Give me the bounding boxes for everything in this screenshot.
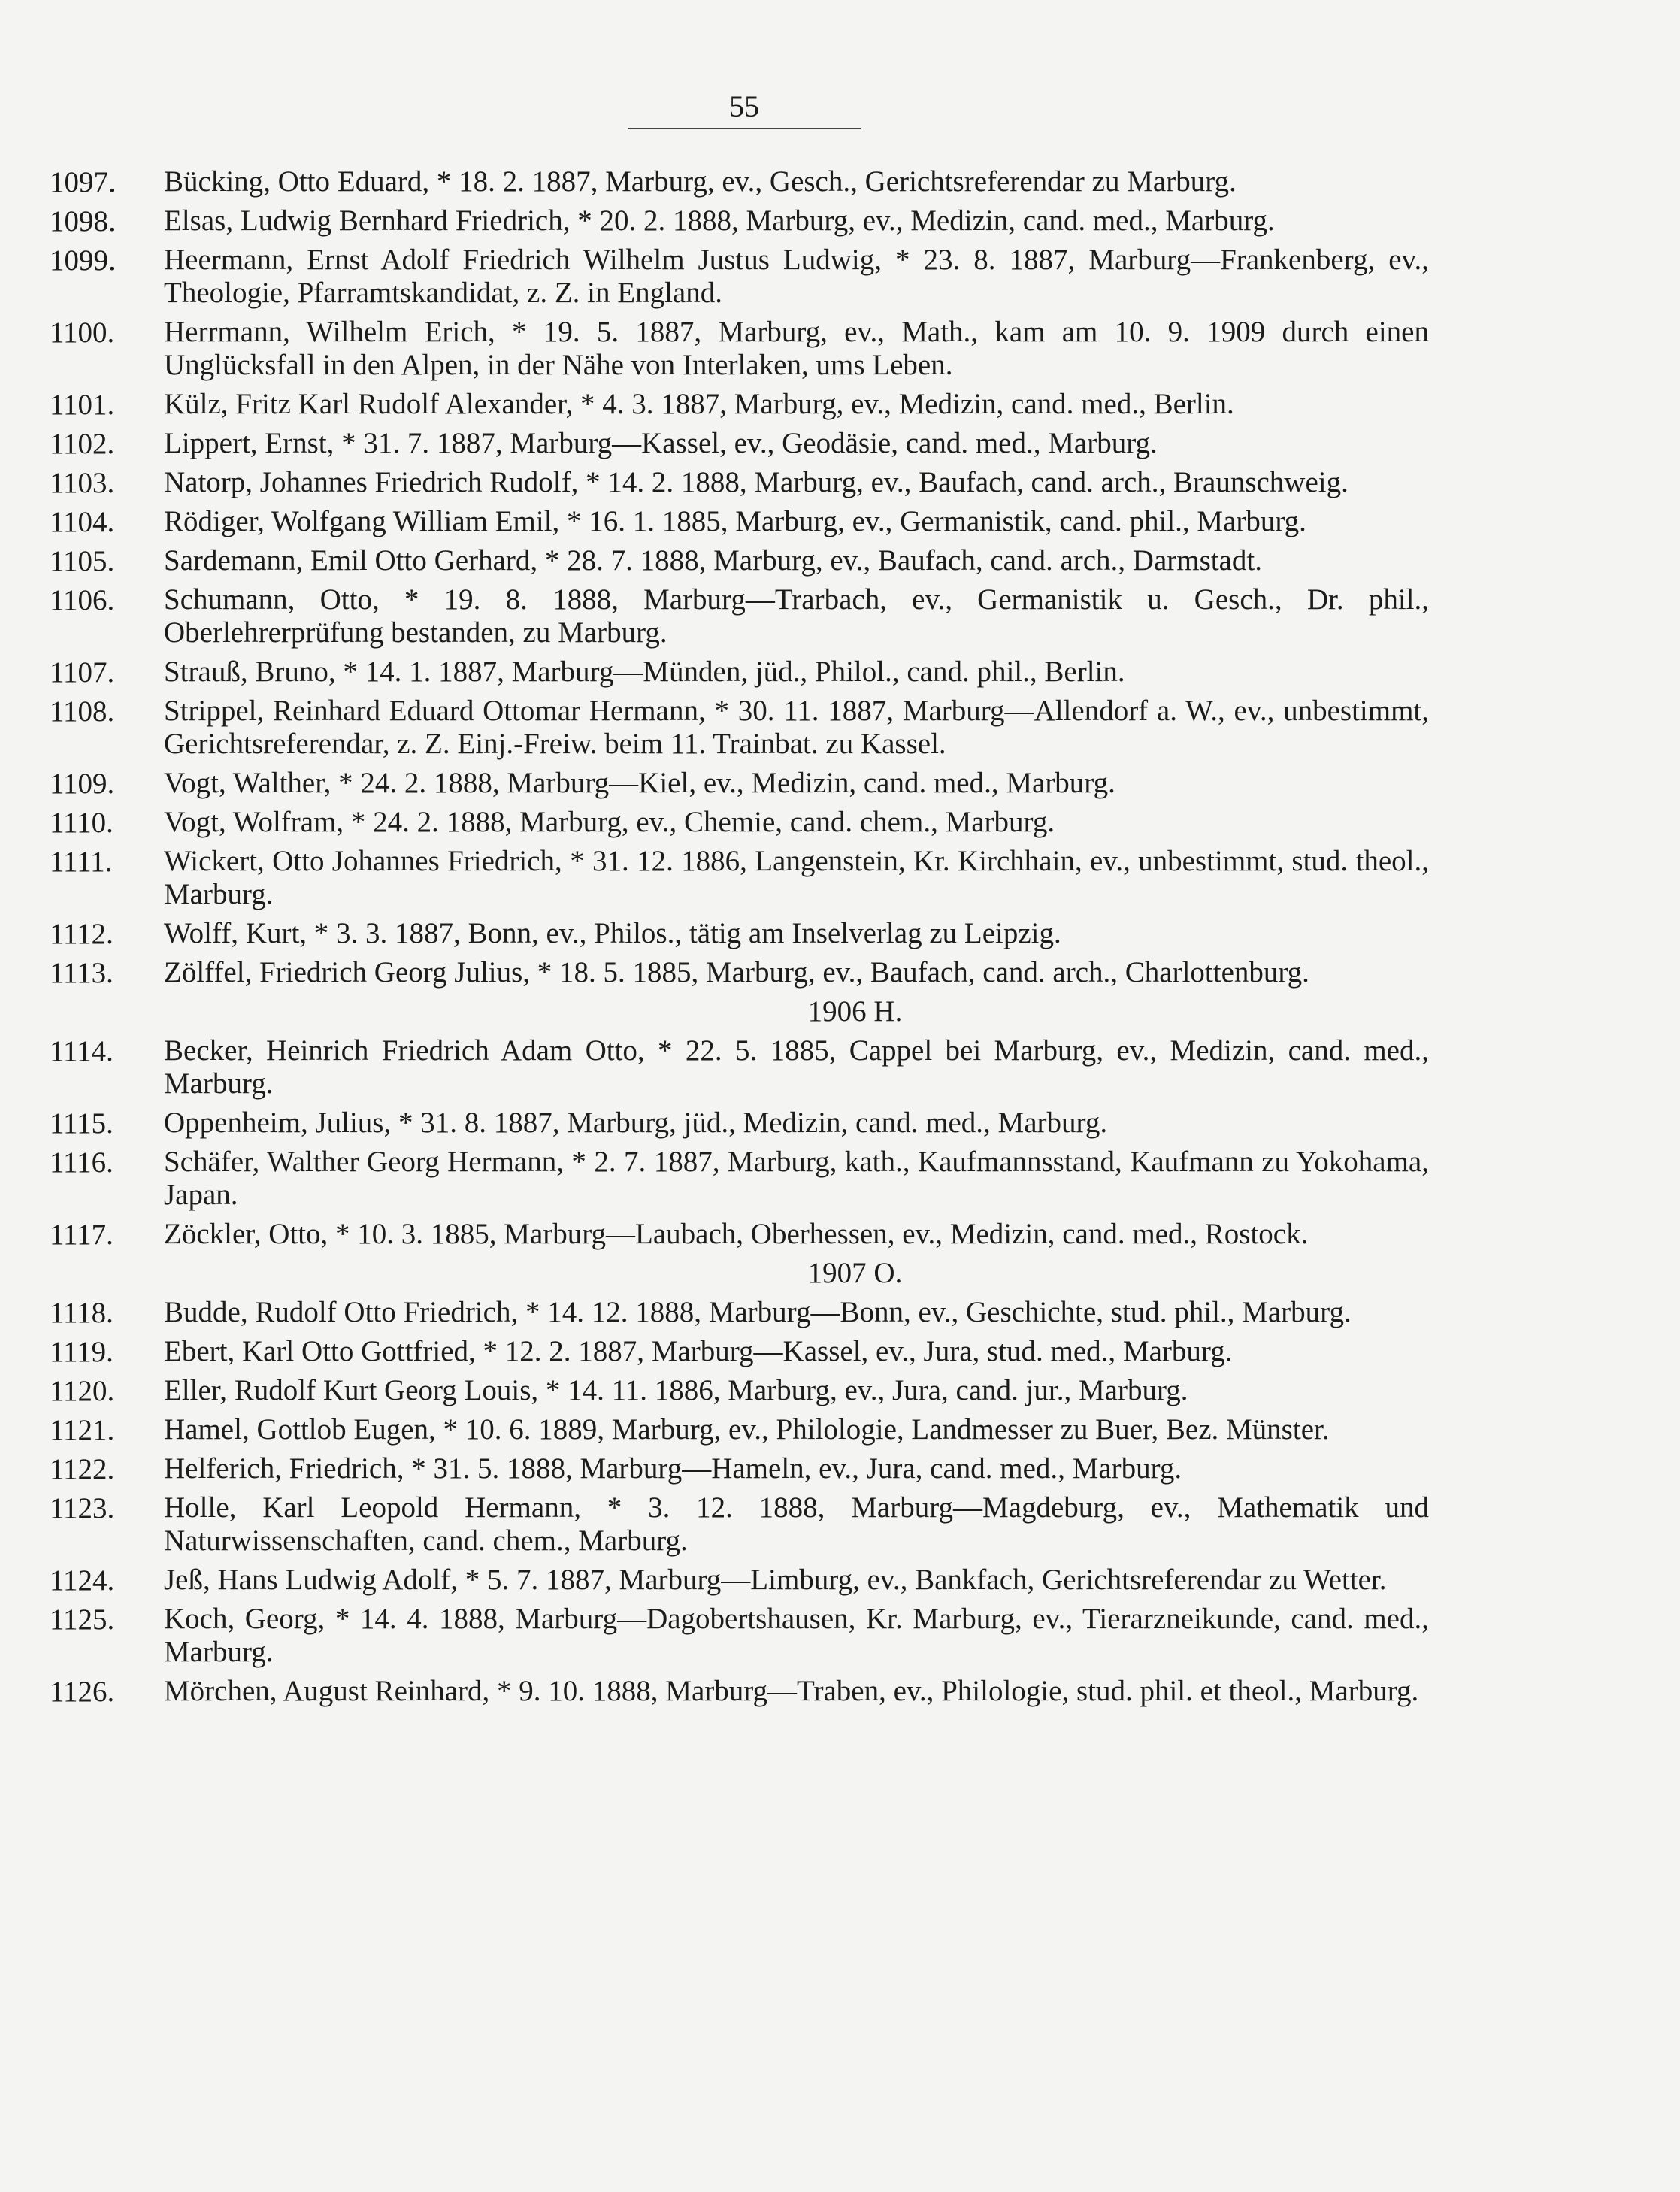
entry-text: Herrmann, Wilhelm Erich, * 19. 5. 1887, Marburg, ev., Math., kam am 10. 9. 1909 durch einen Unglücksfall in den Alpen, in der Nähe von Interlaken, ums Leben. — [164, 316, 1429, 381]
entry-number: 1126. — [50, 1676, 115, 1708]
entry-number: 1123. — [50, 1492, 115, 1524]
header-rule — [628, 128, 861, 129]
entry-number: 1105. — [50, 545, 115, 577]
entry-text: Sardemann, Emil Otto Gerhard, * 28. 7. 1888, Marburg, ev., Baufach, cand. arch., Darmstadt. — [164, 544, 1263, 577]
register-entry — [0, 1675, 1680, 1708]
register-entry — [0, 1034, 1680, 1101]
register-entry — [0, 845, 1680, 911]
register-entry — [0, 1146, 1680, 1212]
entry-text: Heermann, Ernst Adolf Friedrich Wilhelm Justus Ludwig, * 23. 8. 1887, Marburg—Frankenberg, ev., Theologie, Pfarramtskandidat, z. Z. in England. — [164, 244, 1429, 309]
entry-number: 1115. — [50, 1107, 114, 1140]
entry-number: 1110. — [50, 807, 114, 839]
entry-number: 1100. — [50, 316, 115, 349]
entry-text: Schäfer, Walther Georg Hermann, * 2. 7. 1887, Marburg, kath., Kaufmannsstand, Kaufmann zu Yokohama, Japan. — [164, 1146, 1429, 1211]
entry-text: Hamel, Gottlob Eugen, * 10. 6. 1889, Marburg, ev., Philologie, Landmesser zu Buer, Bez. Münster. — [164, 1413, 1330, 1446]
entry-text: Zölffel, Friedrich Georg Julius, * 18. 5. 1885, Marburg, ev., Baufach, cand. arch., Charlottenburg. — [164, 956, 1309, 989]
register-entry — [0, 655, 1680, 689]
register-entry — [0, 544, 1680, 577]
register-entry — [0, 1374, 1680, 1407]
entry-number: 1106. — [50, 584, 115, 616]
entry-text: Jeß, Hans Ludwig Adolf, * 5. 7. 1887, Marburg—Limburg, ev., Bankfach, Gerichtsreferendar zu Wetter. — [164, 1564, 1387, 1596]
register-entry — [0, 806, 1680, 839]
entry-text: Becker, Heinrich Friedrich Adam Otto, * 22. 5. 1885, Cappel bei Marburg, ev., Medizin, cand. med., Marburg. — [164, 1034, 1429, 1100]
entry-number: 1111. — [50, 846, 113, 878]
entry-text: Wolff, Kurt, * 3. 3. 1887, Bonn, ev., Philos., tätig am Inselverlag zu Leipzig. — [164, 917, 1061, 949]
register-entry — [0, 316, 1680, 382]
entry-number: 1119. — [50, 1336, 114, 1368]
entry-number: 1120. — [50, 1375, 115, 1407]
register-entry — [0, 767, 1680, 800]
register-entry — [0, 244, 1680, 310]
entry-text: Rödiger, Wolfgang William Emil, * 16. 1. 1885, Marburg, ev., Germanistik, cand. phil., Marburg. — [164, 505, 1306, 537]
entry-number: 1125. — [50, 1603, 115, 1636]
entry-text: Eller, Rudolf Kurt Georg Louis, * 14. 11. 1886, Marburg, ev., Jura, cand. jur., Marburg. — [164, 1374, 1188, 1406]
entry-text: Külz, Fritz Karl Rudolf Alexander, * 4. 3. 1887, Marburg, ev., Medizin, cand. med., Berlin. — [164, 388, 1234, 420]
register-entry — [0, 1491, 1680, 1558]
entry-text: Vogt, Wolfram, * 24. 2. 1888, Marburg, ev., Chemie, cand. chem., Marburg. — [164, 806, 1055, 838]
entry-text: Oppenheim, Julius, * 31. 8. 1887, Marburg, jüd., Medizin, cand. med., Marburg. — [164, 1107, 1108, 1139]
entry-number: 1122. — [50, 1453, 115, 1485]
register-entry — [0, 583, 1680, 649]
entry-text: Ebert, Karl Otto Gottfried, * 12. 2. 1887, Marburg—Kassel, ev., Jura, stud. med., Marburg. — [164, 1335, 1233, 1367]
page-number: 55 — [729, 89, 759, 123]
section-heading-1907: 1907 O. — [807, 1257, 903, 1289]
entry-text: Budde, Rudolf Otto Friedrich, * 14. 12. 1888, Marburg—Bonn, ev., Geschichte, stud. phil., Marburg. — [164, 1296, 1352, 1328]
entry-number: 1116. — [50, 1146, 114, 1179]
register-entry — [0, 1335, 1680, 1368]
entry-number: 1114. — [50, 1035, 114, 1067]
section-heading-1906: 1906 H. — [807, 995, 903, 1028]
register-entry — [0, 1413, 1680, 1446]
register-entry — [0, 1603, 1680, 1669]
register-list — [0, 165, 1680, 1714]
register-entry — [0, 1452, 1680, 1485]
entry-number: 1124. — [50, 1564, 115, 1597]
entry-text: Bücking, Otto Eduard, * 18. 2. 1887, Marburg, ev., Gesch., Gerichtsreferendar zu Marburg. — [164, 165, 1237, 198]
entry-number: 1098. — [50, 205, 116, 238]
entry-text: Wickert, Otto Johannes Friedrich, * 31. 12. 1886, Langenstein, Kr. Kirchhain, ev., unbestimmt, stud. theol., Marburg. — [164, 845, 1429, 910]
register-entry — [0, 388, 1680, 421]
register-entry — [0, 1564, 1680, 1597]
register-entry — [0, 427, 1680, 460]
entry-number: 1099. — [50, 244, 116, 277]
register-entry — [0, 204, 1680, 238]
register-entry — [0, 695, 1680, 761]
register-entry — [0, 917, 1680, 950]
entry-text: Vogt, Walther, * 24. 2. 1888, Marburg—Kiel, ev., Medizin, cand. med., Marburg. — [164, 767, 1115, 799]
entry-text: Zöckler, Otto, * 10. 3. 1885, Marburg—Laubach, Oberhessen, ev., Medizin, cand. med., Rostock. — [164, 1218, 1309, 1250]
entry-text: Natorp, Johannes Friedrich Rudolf, * 14. 2. 1888, Marburg, ev., Baufach, cand. arch., Braunschweig. — [164, 466, 1349, 498]
entry-text: Lippert, Ernst, * 31. 7. 1887, Marburg—Kassel, ev., Geodäsie, cand. med., Marburg. — [164, 427, 1158, 459]
register-entry — [0, 1296, 1680, 1329]
entry-text: Elsas, Ludwig Bernhard Friedrich, * 20. 2. 1888, Marburg, ev., Medizin, cand. med., Marburg. — [164, 204, 1275, 237]
entry-number: 1118. — [50, 1297, 114, 1329]
entry-number: 1113. — [50, 957, 114, 989]
entry-text: Holle, Karl Leopold Hermann, * 3. 12. 1888, Marburg—Magdeburg, ev., Mathematik und Naturwissenschaften, cand. chem., Marburg. — [164, 1491, 1429, 1557]
entry-number: 1107. — [50, 656, 115, 689]
entry-text: Strippel, Reinhard Eduard Ottomar Hermann, * 30. 11. 1887, Marburg—Allendorf a. W., ev., unbestimmt, Gerichtsreferendar, z. Z. Einj.-Freiw. beim 11. Trainbat. zu Kassel. — [164, 695, 1429, 760]
entry-number: 1109. — [50, 768, 115, 800]
entry-text: Mörchen, August Reinhard, * 9. 10. 1888, Marburg—Traben, ev., Philologie, stud. phil. et theol., Marburg. — [164, 1675, 1419, 1707]
entry-number: 1104. — [50, 506, 115, 538]
entry-number: 1102. — [50, 428, 115, 460]
register-entry — [0, 956, 1680, 989]
entry-text: Schumann, Otto, * 19. 8. 1888, Marburg—Trarbach, ev., Germanistik u. Gesch., Dr. phil., Oberlehrerprüfung bestanden, zu Marburg. — [164, 583, 1429, 649]
entry-text: Koch, Georg, * 14. 4. 1888, Marburg—Dagobertshausen, Kr. Marburg, ev., Tierarzneikunde, cand. med., Marburg. — [164, 1603, 1429, 1668]
entry-text: Helferich, Friedrich, * 31. 5. 1888, Marburg—Hameln, ev., Jura, cand. med., Marburg. — [164, 1452, 1182, 1485]
entry-number: 1097. — [50, 166, 116, 198]
register-entry — [0, 505, 1680, 538]
entry-number: 1112. — [50, 918, 114, 950]
register-entry — [0, 1107, 1680, 1140]
register-entry — [0, 165, 1680, 198]
entry-number: 1103. — [50, 467, 115, 499]
entry-number: 1117. — [50, 1219, 114, 1251]
entry-number: 1101. — [50, 389, 115, 421]
entry-number: 1108. — [50, 695, 115, 728]
entry-number: 1121. — [50, 1414, 115, 1446]
register-entry — [0, 466, 1680, 499]
register-entry — [0, 1218, 1680, 1251]
entry-text: Strauß, Bruno, * 14. 1. 1887, Marburg—Münden, jüd., Philol., cand. phil., Berlin. — [164, 655, 1125, 688]
